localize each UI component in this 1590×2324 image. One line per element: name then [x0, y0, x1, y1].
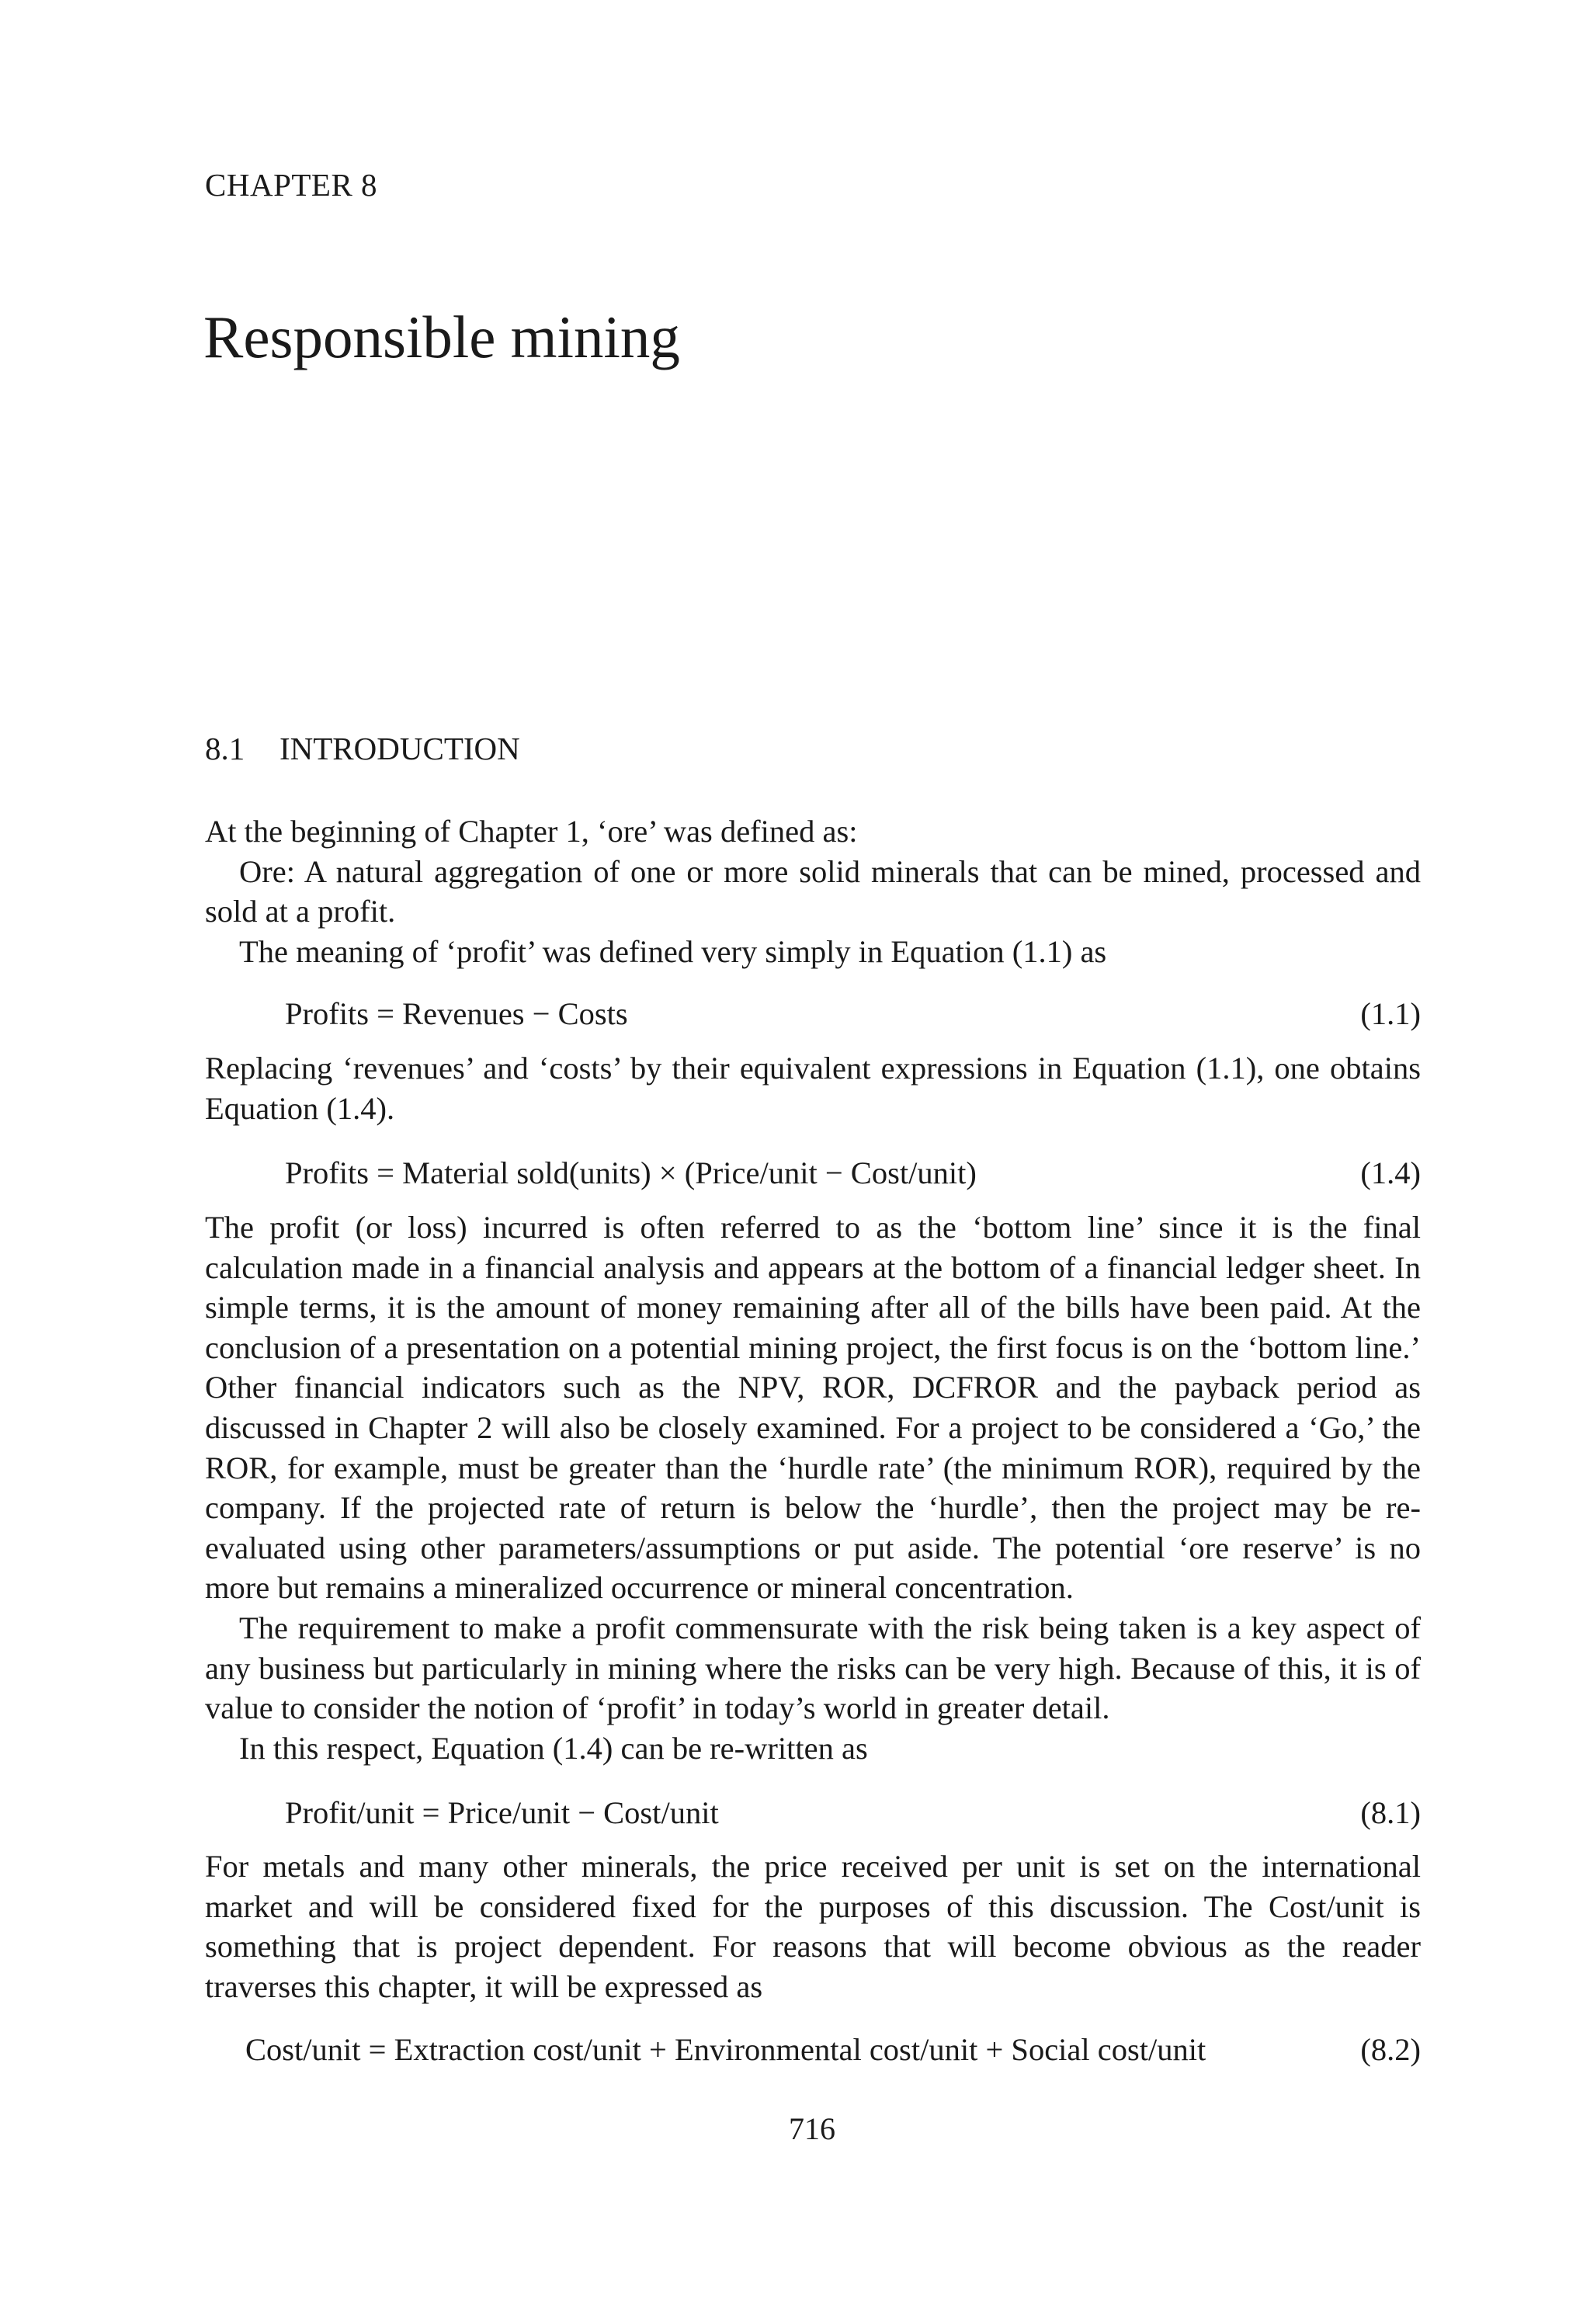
chapter-label: CHAPTER 8 [205, 167, 378, 203]
metals-block [205, 1846, 1421, 2006]
equation-1-1 [205, 996, 1421, 1033]
paragraph-ore-definition: Ore: A natural aggregation of one or more solid minerals that can be mined, processed and sold at a profit. [205, 853, 1421, 929]
equation-8-1 [205, 1795, 1421, 1832]
page-number: 716 [789, 2111, 835, 2146]
replacing-block [205, 1048, 1421, 1128]
equation-8-2 [205, 2034, 1421, 2069]
equation-1-4 [205, 1155, 1421, 1192]
section-heading [205, 733, 520, 765]
section-title: INTRODUCTION [279, 731, 520, 766]
equation-number: (1.4) [1360, 1155, 1421, 1190]
equation-expression: Profits = Revenues − Costs [285, 996, 628, 1031]
intro-block [205, 811, 1421, 971]
paragraph-metals-price: For metals and many other minerals, the price received per unit is set on the international market and will be considered fixed for the purposes of this discussion. The Cost/unit is something that is project dependent. For reasons that will become obvious as the reader traverses this chapter, it will be expressed as [205, 1849, 1421, 2004]
section-number: 8.1 [205, 731, 245, 766]
paragraph-bottom-line: The profit (or loss) incurred is often referred to as the ‘bottom line’ since it is the final calculation made in a financial analysis and appears at the bottom of a financial ledger sheet. In simple terms, it is the amount of money remaining after all of the bills have been paid. At the conclusion of a presentation on a potential mining project, the first focus is on the ‘bottom line.’ Other financial indicators such as the NPV, ROR, DCFROR and the payback period as discussed in Chapter 2 will also be closely examined. For a project to be considered a ‘Go,’ the ROR, for example, must be greater than the ‘hurdle rate’ (the minimum ROR), required by the company. If the projected rate of return is below the ‘hurdle’, then the project may be re-evaluated using other parameters/assumptions or put aside. The potential ‘ore reserve’ is no more but remains a mineralized occurrence or mineral concentration. [205, 1210, 1421, 1606]
paragraph-replacing: Replacing ‘revenues’ and ‘costs’ by their equivalent expressions in Equation (1.1), one obtains Equation (1.4). [205, 1051, 1421, 1126]
paragraph-ore-intro: At the beginning of Chapter 1, ‘ore’ was defined as: [205, 814, 858, 849]
equation-expression: Profits = Material sold(units) × (Price/unit − Cost/unit) [285, 1155, 977, 1190]
equation-number: (8.2) [1360, 2032, 1421, 2067]
equation-expression: Profit/unit = Price/unit − Cost/unit [285, 1795, 719, 1830]
equation-number: (1.1) [1360, 996, 1421, 1031]
equation-number: (8.1) [1360, 1795, 1421, 1830]
paragraph-risk: The requirement to make a profit commensurate with the risk being taken is a key aspect of any business but particularly in mining where the risks can be very high. Because of this, it is of value to consider the notion of ‘profit’ in today’s world in greater detail. [205, 1610, 1421, 1726]
paragraph-profit-meaning: The meaning of ‘profit’ was defined very simply in Equation (1.1) as [239, 933, 1107, 969]
bottom-line-block [205, 1207, 1421, 1768]
equation-expression: Cost/unit = Extraction cost/unit + Environmental cost/unit + Social cost/unit [245, 2032, 1206, 2067]
paragraph-rewritten: In this respect, Equation (1.4) can be re-written as [239, 1730, 868, 1766]
chapter-title: Responsible mining [203, 304, 680, 370]
